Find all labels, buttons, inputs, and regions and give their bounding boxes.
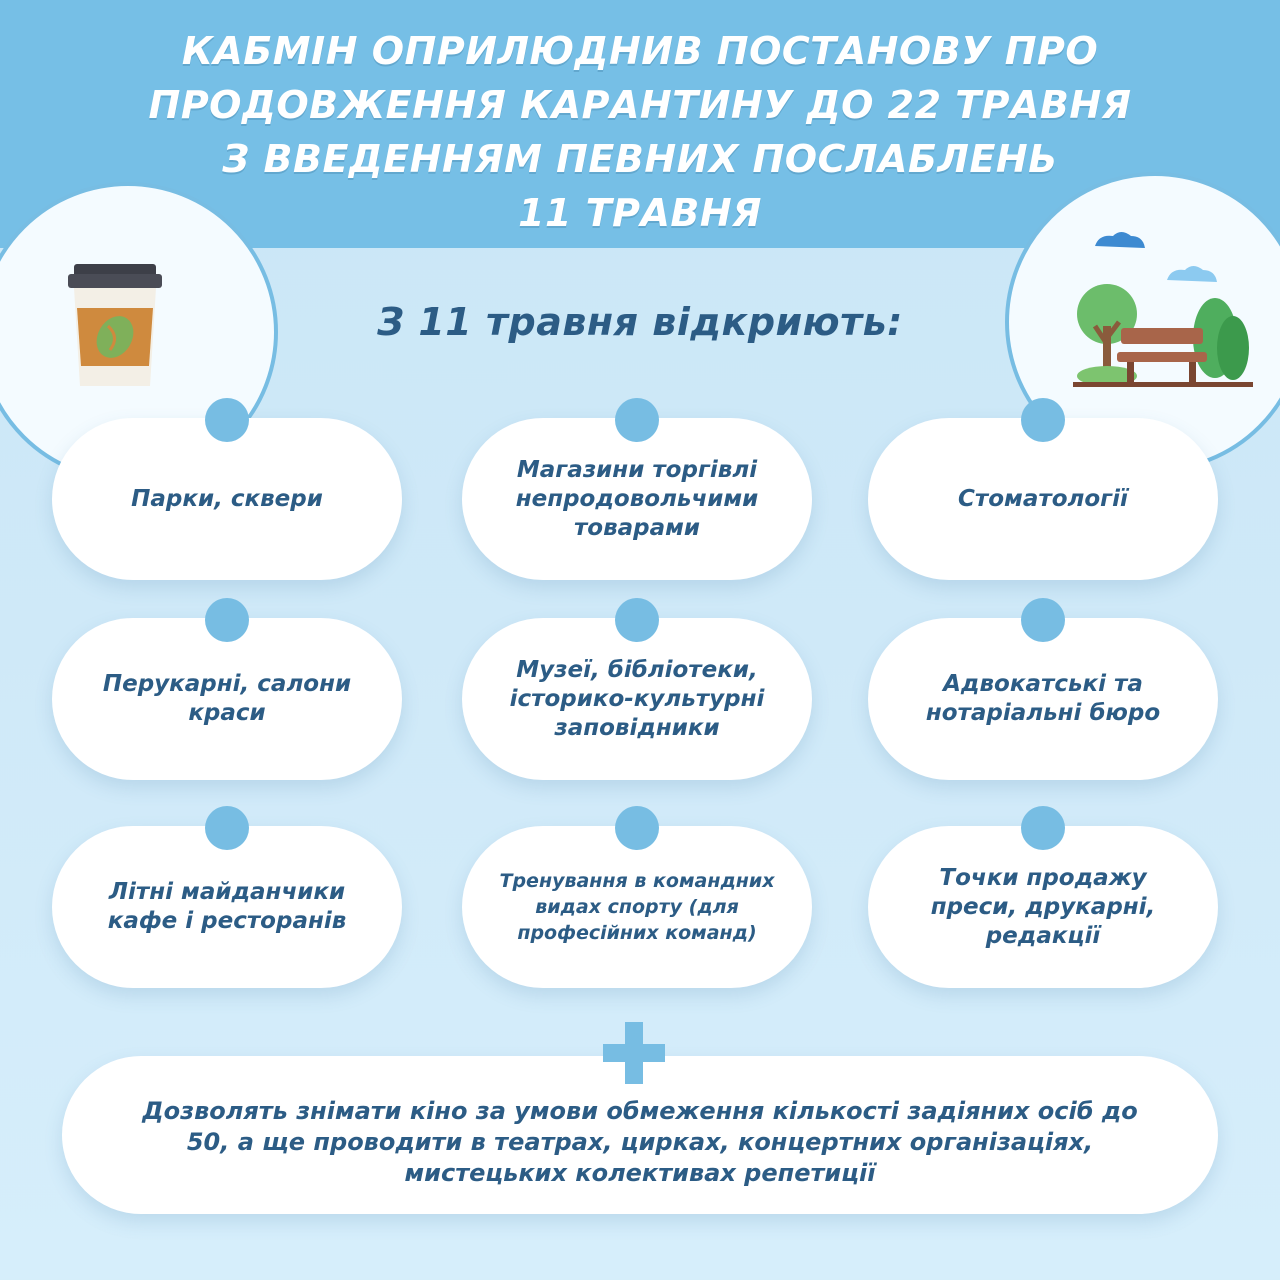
item-label: Тренування в командних видах спорту (для професійних команд): [499, 870, 775, 944]
item-label: Адвокатські та нотаріальні бюро: [925, 671, 1161, 726]
card-dot: [205, 398, 249, 442]
item-card-shops: [462, 418, 812, 580]
item-card-press: [868, 826, 1218, 988]
card-dot: [615, 806, 659, 850]
item-label: Музеї, бібліотеки, історико-культурні заповідники: [509, 656, 765, 741]
item-label: Літні майданчики кафе і ресторанів: [107, 879, 347, 934]
card-dot: [615, 598, 659, 642]
title-line: З ВВЕДЕННЯМ ПЕВНИХ ПОСЛАБЛЕНЬ: [222, 137, 1058, 181]
item-label: Магазини торгівлі непродовольчими товарами: [515, 456, 759, 541]
title-line: ПРОДОВЖЕННЯ КАРАНТИНУ ДО 22 ТРАВНЯ: [148, 83, 1132, 127]
card-dot: [1021, 806, 1065, 850]
plus-icon: [603, 1022, 665, 1084]
title-line: КАБМІН ОПРИЛЮДНИВ ПОСТАНОВУ ПРО: [181, 29, 1099, 73]
item-card-lawyers: [868, 618, 1218, 780]
item-card-museums: [462, 618, 812, 780]
card-dot: [205, 598, 249, 642]
page-title: [0, 24, 1280, 240]
card-dot: [1021, 398, 1065, 442]
card-dot: [205, 806, 249, 850]
title-line: 11 ТРАВНЯ: [518, 191, 762, 235]
item-card-parks: [52, 418, 402, 580]
item-label: Стоматології: [958, 485, 1128, 512]
card-dot: [615, 398, 659, 442]
section-subtitle: З 11 травня відкриють:: [377, 300, 903, 344]
item-label: Парки, сквери: [131, 485, 323, 512]
item-card-dentistry: [868, 418, 1218, 580]
item-label: Точки продажу преси, друкарні, редакції: [930, 864, 1156, 949]
item-label: Перукарні, салони краси: [102, 671, 352, 726]
item-card-summer-terraces: [52, 826, 402, 988]
item-card-hairdressers: [52, 618, 402, 780]
card-dot: [1021, 598, 1065, 642]
bottom-note: Дозволять знімати кіно за умови обмеження кількості задіяних осіб до 50, а ще проводити в театрах, цирках, концертних організаціях, мистецьких колективах репетиції: [142, 1096, 1138, 1187]
item-card-sports: [462, 826, 812, 988]
